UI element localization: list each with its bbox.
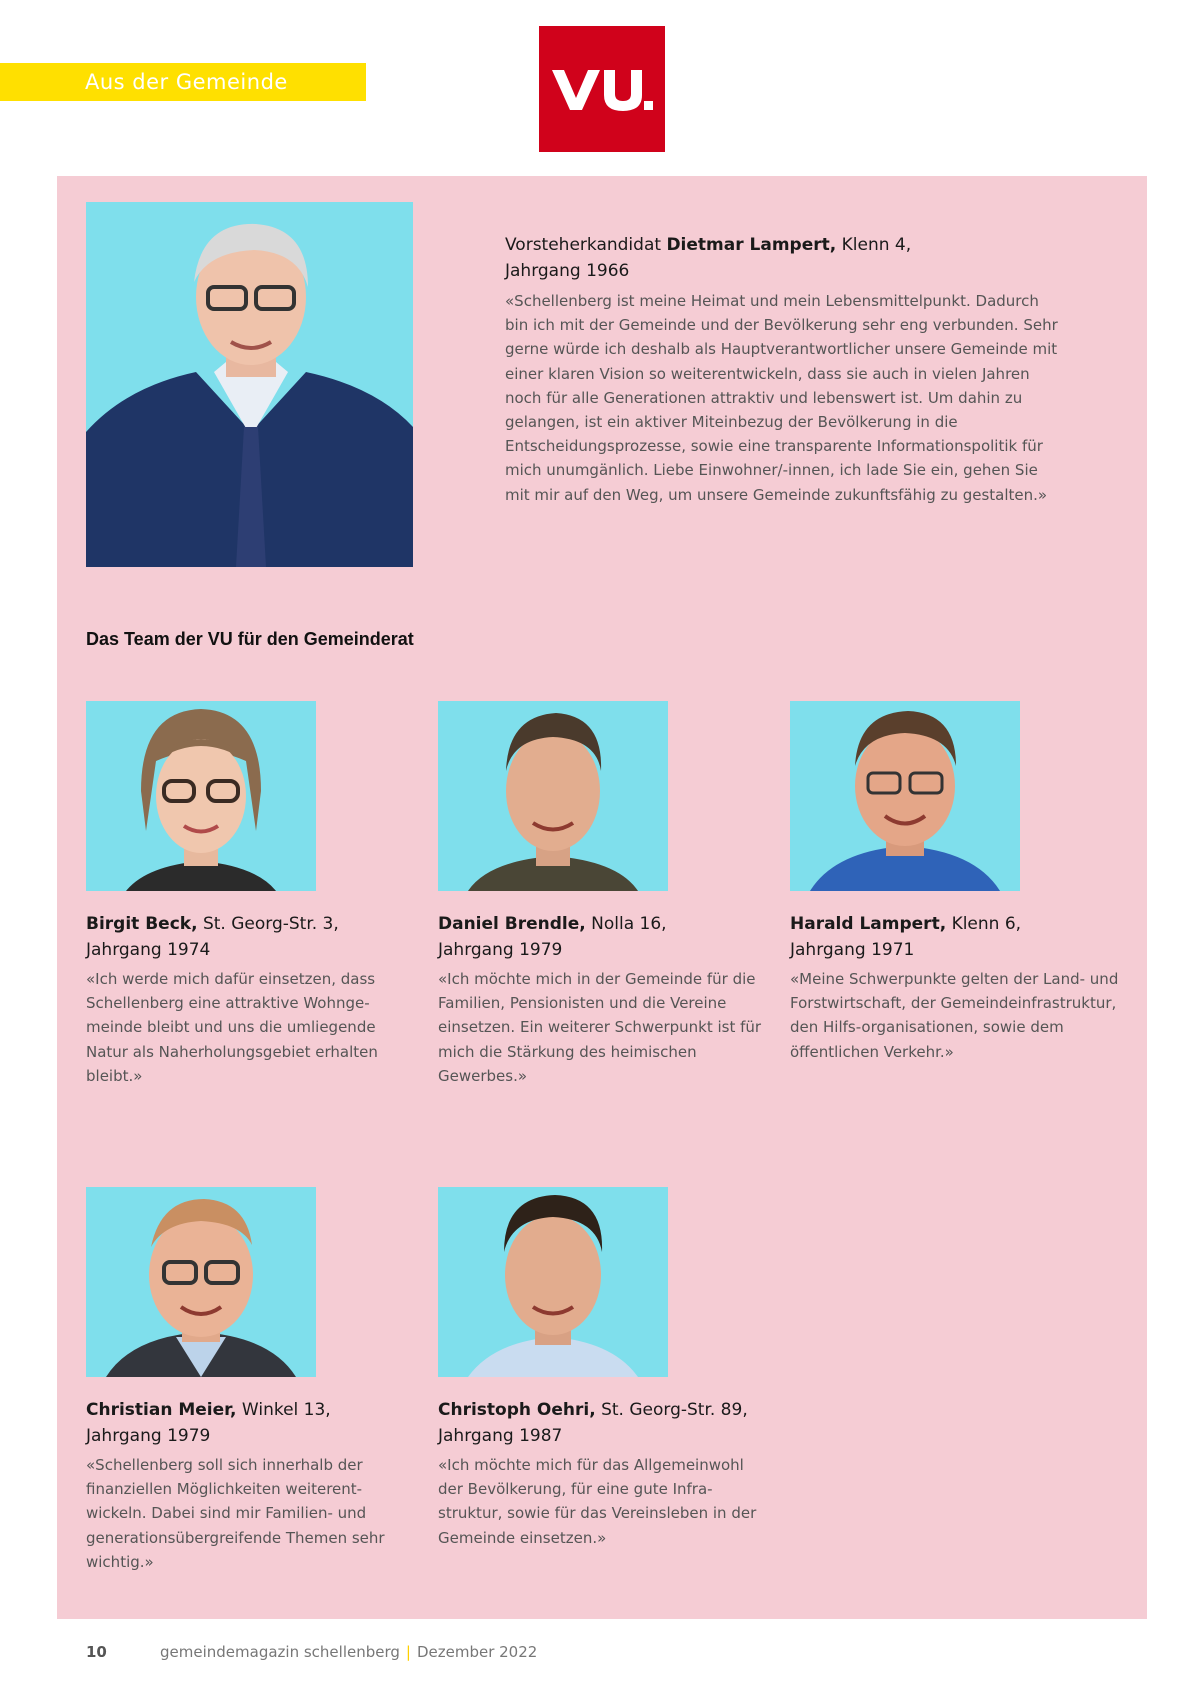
vu-logo-mark	[550, 64, 654, 114]
footer-separator: |	[405, 1643, 411, 1661]
member-card	[790, 701, 1120, 1064]
member-quote: «Ich werde mich dafür einsetzen, dass Schellenberg eine attraktive Wohnge-meinde bleibt und uns die umliegende Natur als Naherholungsgebiet erhalten bleibt.»	[86, 970, 378, 1085]
member-card	[438, 701, 768, 1088]
member-quote: «Ich möchte mich für das Allgemeinwohl der Bevölkerung, für eine gute Infra-struktur, sowie für das Vereinsleben in der Gemeinde einsetzen.»	[438, 1456, 757, 1547]
portrait-birgit-beck	[86, 701, 316, 891]
member-quote: «Schellenberg soll sich innerhalb der finanziellen Möglichkeiten weiterent-wickeln. Dabei sind mir Familien- und generationsübergreifende Themen sehr wichtig.»	[86, 1456, 385, 1571]
magazine-name: gemeindemagazin schellenberg	[160, 1643, 400, 1661]
lead-candidate-name: Vorsteherkandidat Dietmar Lampert, Klenn 4, Jahrgang 1966	[505, 235, 912, 281]
member-name: Harald Lampert, Klenn 6, Jahrgang 1971	[790, 914, 1022, 960]
member-card	[86, 701, 416, 1088]
vu-logo	[539, 26, 665, 152]
section-tag: Aus der Gemeinde	[0, 63, 366, 101]
candidates-panel	[57, 176, 1147, 1619]
portrait-daniel-brendle	[438, 701, 668, 891]
member-card	[438, 1187, 768, 1550]
team-heading: Das Team der VU für den Gemeinderat	[86, 629, 414, 649]
member-name: Christoph Oehri, St. Georg-Str. 89, Jahrgang 1987	[438, 1400, 748, 1446]
lead-candidate-text	[505, 232, 1065, 507]
member-name: Christian Meier, Winkel 13, Jahrgang 1979	[86, 1400, 331, 1446]
page-footer	[86, 1643, 537, 1661]
member-card	[86, 1187, 416, 1574]
portrait-christian-meier	[86, 1187, 316, 1377]
portrait-dietmar-lampert	[86, 202, 413, 567]
member-name: Daniel Brendle, Nolla 16, Jahrgang 1979	[438, 914, 667, 960]
page-number: 10	[86, 1643, 107, 1661]
portrait-harald-lampert	[790, 701, 1020, 891]
lead-candidate-quote: «Schellenberg ist meine Heimat und mein Lebensmittelpunkt. Dadurch bin ich mit der Gemeinde und der Bevölkerung sehr eng verbunden. Sehr gerne würde ich deshalb als Hauptverantwortlicher unsere Gemeinde mit einer klaren Vision so weiterentwickeln, dass sie auch in vielen Jahren noch für alle Generationen attraktiv und lebenswert ist. Um dahin zu gelangen, ist ein aktiver Miteinbezug der Bevölkerung in die Entscheidungsprozesse, sowie eine transparente Informationspolitik für mich unumgänlich. Liebe Einwohner/-innen, ich lade Sie ein, gehen Sie mit mir auf den Weg, um unsere Gemeinde zukunftsfähig zu gestalten.»	[505, 292, 1058, 504]
portrait-christoph-oehri	[438, 1187, 668, 1377]
member-name: Birgit Beck, St. Georg-Str. 3, Jahrgang 1974	[86, 914, 339, 960]
member-quote: «Meine Schwerpunkte gelten der Land- und Forstwirtschaft, der Gemeindeinfrastruktur, den Hilfs-organisationen, sowie dem öffentlichen Verkehr.»	[790, 970, 1119, 1061]
member-quote: «Ich möchte mich in der Gemeinde für die Familien, Pensionisten und die Vereine einsetzen. Ein weiterer Schwerpunkt ist für mich die Stärkung des heimischen Gewerbes.»	[438, 970, 762, 1085]
issue-date: Dezember 2022	[416, 1643, 538, 1661]
